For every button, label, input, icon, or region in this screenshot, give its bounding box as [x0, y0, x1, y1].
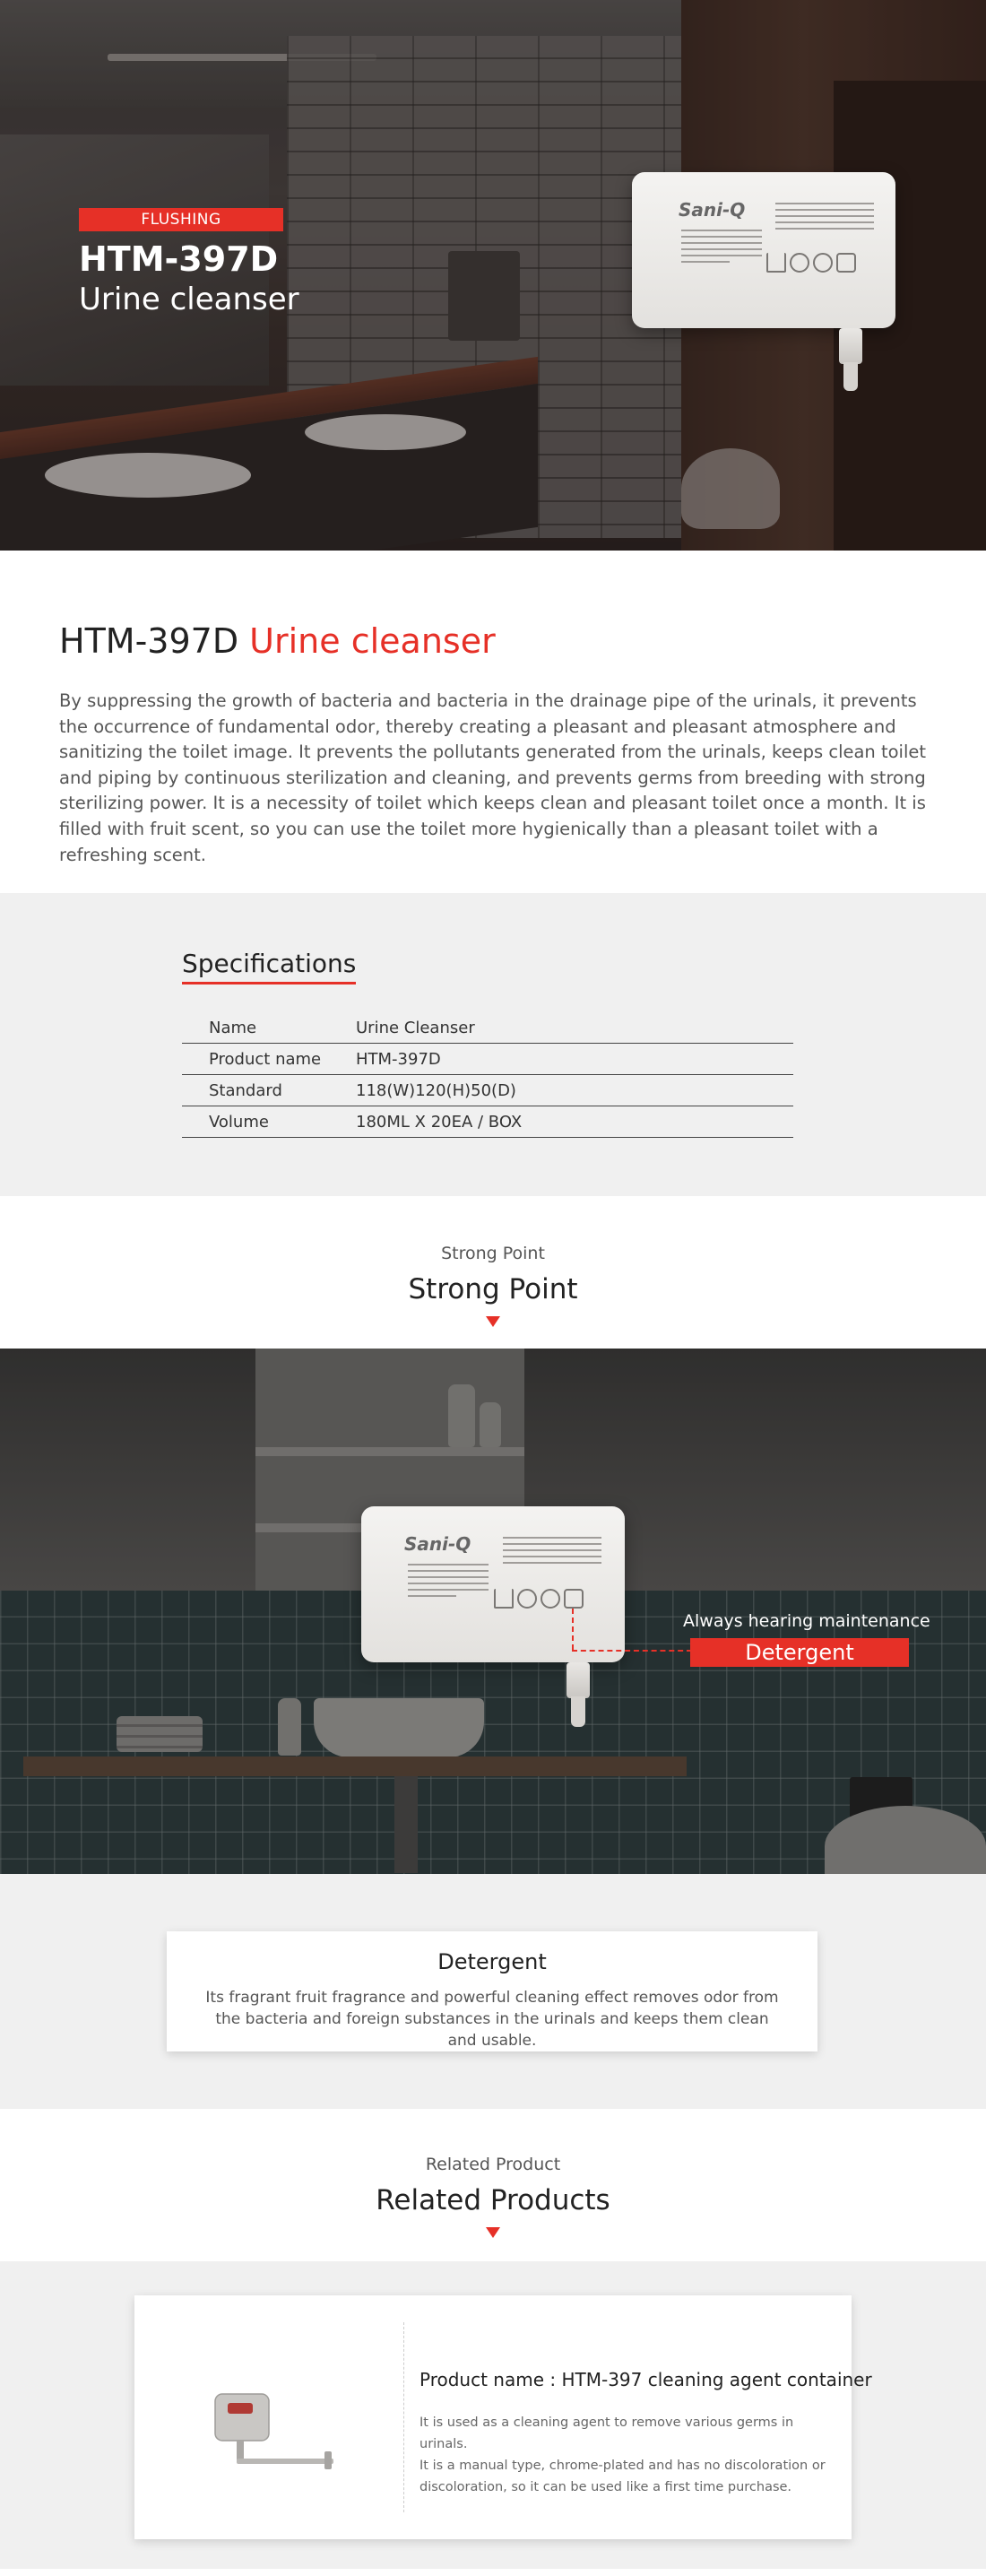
callout-label: Detergent — [690, 1638, 909, 1667]
spec-value: HTM-397D — [356, 1049, 441, 1069]
related-header — [0, 2109, 986, 2261]
hero-product-name: Urine cleanser — [79, 282, 299, 317]
related-product-desc-line: It is used as a cleaning agent to remove various germs in urinals. — [419, 2416, 794, 2451]
spec-row — [182, 1075, 793, 1106]
callout-connector — [572, 1650, 692, 1652]
device-brand-logo: Sani-Q — [404, 1533, 471, 1555]
spec-value: 180ML X 20EA / BOX — [356, 1112, 523, 1132]
spec-row — [182, 1044, 793, 1075]
intro-title-name: Urine cleanser — [249, 621, 496, 661]
sp-device-nozzle — [567, 1662, 590, 1698]
sp-product-device — [361, 1506, 625, 1662]
down-arrow-icon — [486, 2227, 500, 2238]
spec-row — [182, 1012, 793, 1044]
detergent-title: Detergent — [437, 1949, 547, 1974]
specifications-section — [0, 893, 986, 1196]
device-label-text — [503, 1537, 601, 1568]
intro-description: By suppressing the growth of bacteria and bacteria in the drainage pipe of the urinals, it prevents the occurrence of fundamental odor, thereby creating a pleasant and pleasant atmosphere and sanitizing the toilet image. It prevents the pollutants generated from the urinals, keeps clean toilet and piping by continuous sterilization and cleaning, and prevents germs from breeding with strong sterilizing power. It is a necessity of toilet which keeps clean and pleasant toilet once a month. It is filled with fruit scent, so you can use the toilet more hygienically than a pleasant toilet with a refreshing scent. — [59, 690, 927, 865]
hero-model: HTM-397D — [79, 239, 279, 279]
callout-caption: Always hearing maintenance — [683, 1611, 930, 1631]
card-divider — [403, 2322, 404, 2512]
intro-title-model: HTM-397D — [59, 621, 239, 661]
hero-product-device — [632, 172, 895, 328]
detergent-description: Its fragrant fruit fragrance and powerful cleaning effect removes odor from the bacteria and foreign substances in the urinals and keeps them clean and usable. — [205, 1989, 779, 2050]
spec-row — [182, 1106, 793, 1138]
specifications-title: Specifications — [182, 949, 356, 984]
detergent-card — [167, 1931, 817, 2051]
device-brand-logo: Sani-Q — [679, 199, 746, 221]
related-subtitle: Related Product — [425, 2155, 561, 2174]
intro-title — [59, 619, 927, 664]
detergent-section — [0, 1874, 986, 2109]
spec-key: Name — [209, 1018, 257, 1037]
intro-section — [0, 551, 986, 893]
spec-key: Standard — [209, 1080, 282, 1100]
spec-key: Volume — [209, 1112, 269, 1132]
spec-value: Urine Cleanser — [356, 1018, 475, 1037]
related-product-image — [212, 2389, 337, 2475]
strong-point-header — [0, 1196, 986, 1349]
strong-point-subtitle: Strong Point — [441, 1244, 545, 1263]
category-tag: FLUSHING — [79, 208, 283, 231]
hero-device-nozzle-tip — [843, 362, 858, 391]
spec-key: Product name — [209, 1049, 322, 1069]
device-label-text — [408, 1564, 489, 1601]
related-product-title: Product name : HTM-397 cleaning agent container — [419, 2369, 872, 2390]
related-product-card[interactable] — [134, 2295, 872, 2539]
strong-point-title: Strong Point — [408, 1273, 578, 1305]
device-label-text — [681, 230, 762, 267]
related-product-description — [419, 2412, 832, 2498]
sp-device-nozzle-tip — [571, 1696, 585, 1727]
device-cert-icons — [766, 253, 860, 276]
specifications-table — [182, 1011, 793, 1138]
down-arrow-icon — [486, 1316, 500, 1327]
related-products-section — [0, 2261, 986, 2569]
hero-text — [79, 208, 299, 319]
callout-connector — [572, 1609, 574, 1650]
hero-banner — [0, 0, 986, 551]
related-title: Related Products — [376, 2184, 610, 2216]
hero-device-nozzle — [839, 328, 862, 364]
related-product-desc-line: discoloration, so it can be used like a first time purchase. — [419, 2480, 792, 2494]
related-product-desc-line: It is a manual type, chrome-plated and has no discoloration or — [419, 2459, 826, 2473]
device-label-text — [775, 203, 874, 234]
spec-value: 118(W)120(H)50(D) — [356, 1080, 516, 1100]
